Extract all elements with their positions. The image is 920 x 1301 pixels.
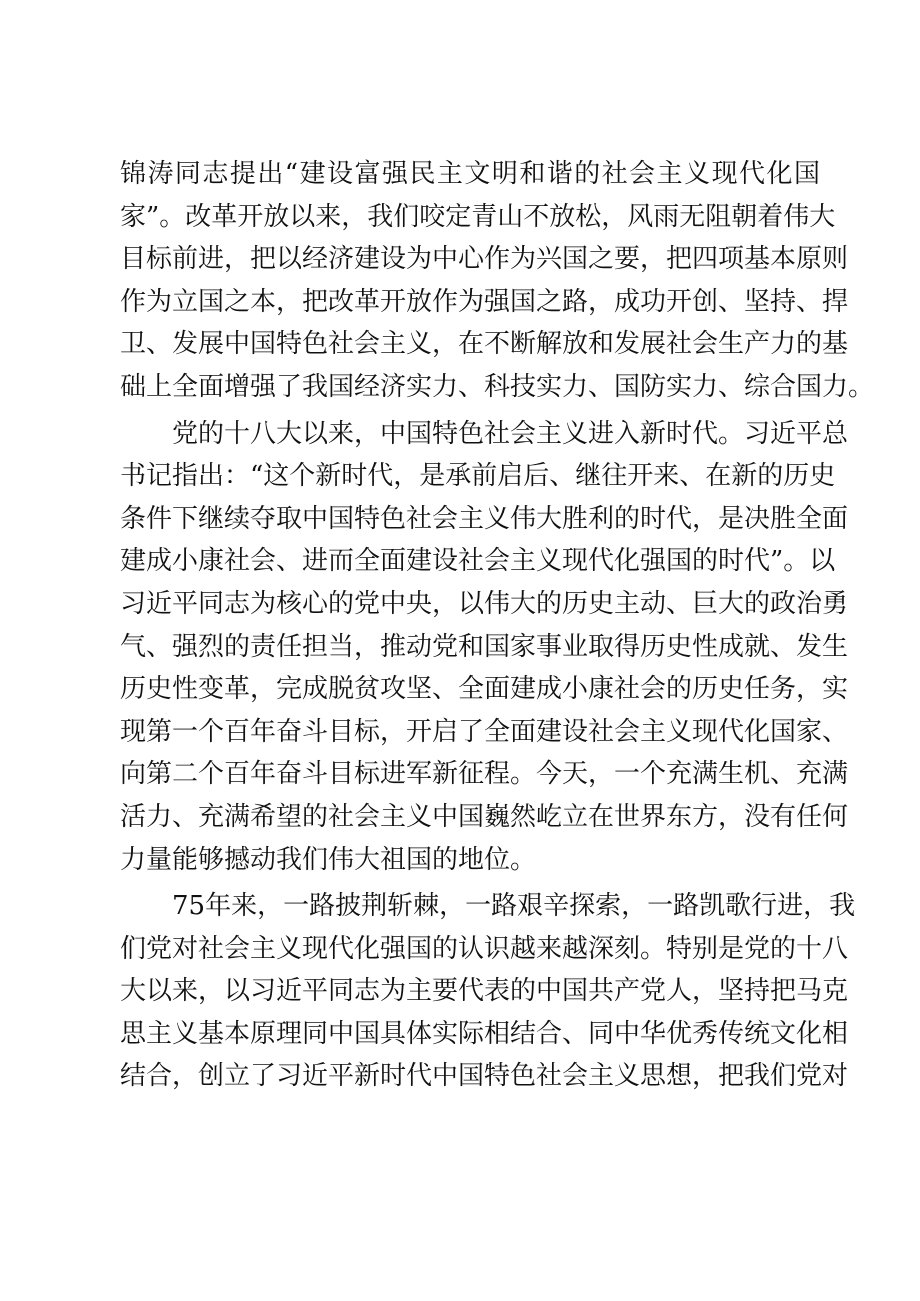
- text-line: 习近平同志为核心的党中央，以伟大的历史主动、巨大的政治勇: [120, 588, 849, 619]
- text-line: 家”。改革开放以来，我们咬定青山不放松，风雨无阻朝着伟大: [120, 201, 836, 232]
- paragraph-2: [120, 413, 849, 882]
- text-line: 思主义基本原理同中国具体实际相结合、同中华优秀传统文化相: [120, 1018, 849, 1049]
- text-line: 75年来，一路披荆斩棘，一路艰辛探索，一路凯歌行进，我: [172, 891, 856, 922]
- text-line: 目标前进，把以经济建设为中心作为兴国之要，把四项基本原则: [120, 244, 849, 275]
- text-line: 向第二个百年奋斗目标进军新征程。今天，一个充满生机、充满: [120, 759, 849, 790]
- text-line: 结合，创立了习近平新时代中国特色社会主义思想，把我们党对: [120, 1061, 849, 1092]
- text-line: 气、强烈的责任担当，推动党和国家事业取得历史性成就、发生: [120, 631, 849, 662]
- text-line: 活力、充满希望的社会主义中国巍然屹立在世界东方，没有任何: [120, 801, 849, 832]
- paragraph-3: [120, 885, 856, 1098]
- text-line: 大以来，以习近平同志为主要代表的中国共产党人，坚持把马克: [120, 976, 849, 1007]
- text-line: 作为立国之本，把改革开放作为强国之路，成功开创、坚持、捍: [120, 286, 849, 317]
- paragraph-1: [120, 153, 875, 409]
- text-line: 现第一个百年奋斗目标，开启了全面建设社会主义现代化国家、: [120, 716, 849, 747]
- text-line: 建成小康社会、进而全面建设社会主义现代化强国的时代”。以: [120, 546, 836, 577]
- text-line: 党的十八大以来，中国特色社会主义进入新时代。习近平总: [172, 418, 849, 449]
- text-line: 础上全面增强了我国经济实力、科技实力、国防实力、综合国力。: [120, 371, 875, 402]
- text-line: 书记指出：“这个新时代，是承前启后、继往开来、在新的历史: [120, 461, 836, 492]
- text-line: 卫、发展中国特色社会主义，在不断解放和发展社会生产力的基: [120, 329, 849, 360]
- text-line: 条件下继续夺取中国特色社会主义伟大胜利的时代，是决胜全面: [120, 503, 849, 534]
- text-line: 锦涛同志提出“建设富强民主文明和谐的社会主义现代化国: [120, 159, 820, 189]
- text-line: 历史性变革，完成脱贫攻坚、全面建成小康社会的历史任务，实: [120, 674, 849, 705]
- body-text: [120, 153, 875, 1098]
- text-line: 们党对社会主义现代化强国的认识越来越深刻。特别是党的十八: [120, 933, 849, 964]
- text-line: 力量能够撼动我们伟大祖国的地位。: [120, 844, 537, 875]
